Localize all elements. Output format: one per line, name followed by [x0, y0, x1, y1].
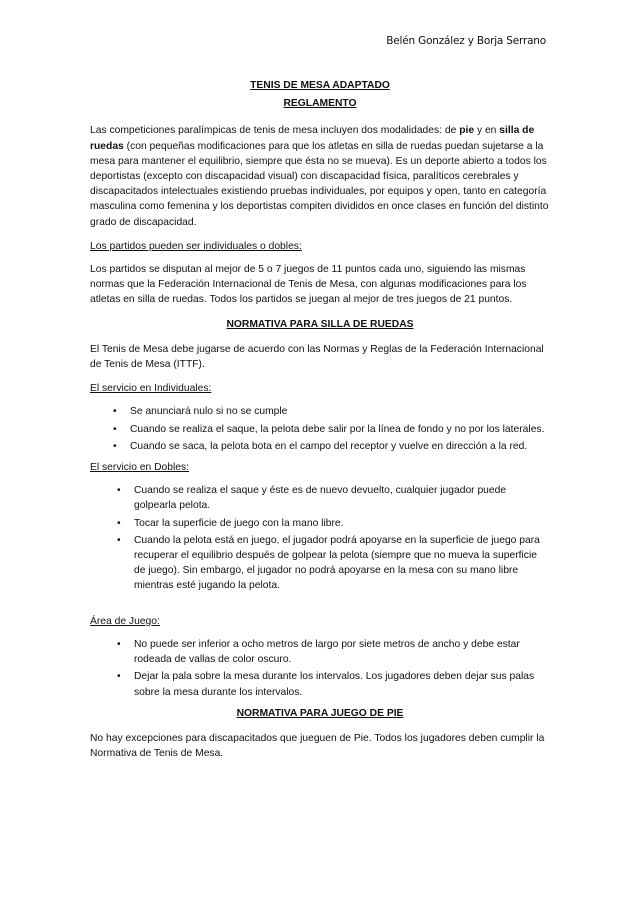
- individuales-list: [90, 404, 550, 454]
- area-heading: Área de Juego:: [90, 615, 160, 627]
- bullet-icon: •: [117, 517, 121, 529]
- bullet-icon: •: [117, 671, 121, 683]
- bullet-icon: •: [117, 485, 121, 497]
- list-item-text: Cuando se saca, la pelota bota en el campo del receptor y vuelve en dirección a la red.: [130, 440, 528, 452]
- pie-heading: NORMATIVA PARA JUEGO DE PIE: [236, 707, 404, 719]
- silla-heading: NORMATIVA PARA SILLA DE RUEDAS: [226, 318, 414, 330]
- intro-bold-silla: silla de ruedas: [90, 125, 535, 152]
- intro-text-2: y en: [474, 125, 500, 137]
- dobles-heading: El servicio en Dobles:: [90, 462, 190, 474]
- dobles-list: [90, 483, 550, 593]
- bullet-icon: •: [113, 406, 117, 418]
- intro-paragraph: [90, 123, 550, 229]
- document-body: [90, 78, 550, 770]
- bullet-icon: •: [117, 534, 121, 546]
- list-item-text: Cuando la pelota está en juego, el jugador podrá apoyarse en la superficie de juego para recuperar el equilibrio después de golpear la pelota (siempre que no mueva la superficie de juego). Sin embargo, el jugador no podrá apoyarse en la mesa con su mano libre mientras esté jugando la pelota.: [134, 534, 540, 592]
- bullet-icon: •: [113, 440, 117, 452]
- list-item: [113, 422, 550, 437]
- document-title: TENIS DE MESA ADAPTADO: [250, 80, 390, 91]
- silla-paragraph: El Tenis de Mesa debe jugarse de acuerdo con las Normas y Reglas de la Federación Internacional de Tenis de Mesa (ITTF).: [90, 343, 544, 371]
- partidos-heading: Los partidos pueden ser individuales o dobles:: [90, 240, 302, 252]
- pie-paragraph: No hay excepciones para discapacitados que jueguen de Pie. Todos los jugadores deben cumplir la Normativa de Tenis de Mesa.: [90, 732, 545, 760]
- list-item: [117, 533, 550, 594]
- list-item-text: Se anunciará nulo si no se cumple: [130, 406, 288, 418]
- document-subtitle: REGLAMENTO: [283, 98, 357, 110]
- list-item: [113, 439, 550, 454]
- list-item-text: Dejar la pala sobre la mesa durante los intervalos. Los jugadores deben dejar sus palas sobre la mesa durante los intervalos.: [134, 671, 535, 698]
- partidos-paragraph: Los partidos se disputan al mejor de 5 o 7 juegos de 11 puntos cada uno, siguiendo las mismas normas que la Federación Internacional de Tenis de Mesa, con algunas modificaciones para los atletas en silla de ruedas. Todos los partidos se juegan al mejor de tres juegos de 21 puntos.: [90, 264, 527, 306]
- spacer: [90, 600, 550, 614]
- list-item: [113, 404, 550, 419]
- list-item-text: Cuando se realiza el saque, la pelota debe salir por la línea de fondo y no por los laterales.: [130, 423, 545, 435]
- list-item: [117, 483, 550, 513]
- list-item: [117, 516, 550, 531]
- area-list: [90, 637, 550, 700]
- intro-text-3: (con pequeñas modificaciones para que los atletas en silla de ruedas puedan sujetarse a la mesa para mantener el equilibrio, siempre que ésta no se mueva). Es un deporte abierto a todos los deportistas (excepto con discapacidad visual) con discapacidad física, paralíticos cerebrales y discapacitados intelectuales existiendo pruebas individuales, por equipos y open, tanto en categoría masculina como femenina y los deportistas compiten divididos en once clases en función del distinto grado de discapacidad.: [90, 140, 549, 228]
- intro-text-1: Las competiciones paralímpicas de tenis de mesa incluyen dos modalidades: de: [90, 125, 460, 137]
- list-item: [117, 669, 550, 699]
- intro-bold-pie: pie: [459, 125, 475, 137]
- list-item-text: Cuando se realiza el saque y éste es de nuevo devuelto, cualquier jugador puede golpearla pelota.: [134, 485, 507, 512]
- page-header: Belén González y Borja Serrano: [386, 35, 546, 47]
- bullet-icon: •: [113, 423, 117, 435]
- list-item-text: No puede ser inferior a ocho metros de largo por siete metros de ancho y debe estar rodeada de vallas de color oscuro.: [134, 638, 520, 666]
- individuales-heading: El servicio en Individuales:: [90, 383, 212, 395]
- list-item-text: Tocar la superficie de juego con la mano libre.: [134, 517, 344, 529]
- bullet-icon: •: [117, 638, 121, 650]
- list-item: [117, 637, 550, 667]
